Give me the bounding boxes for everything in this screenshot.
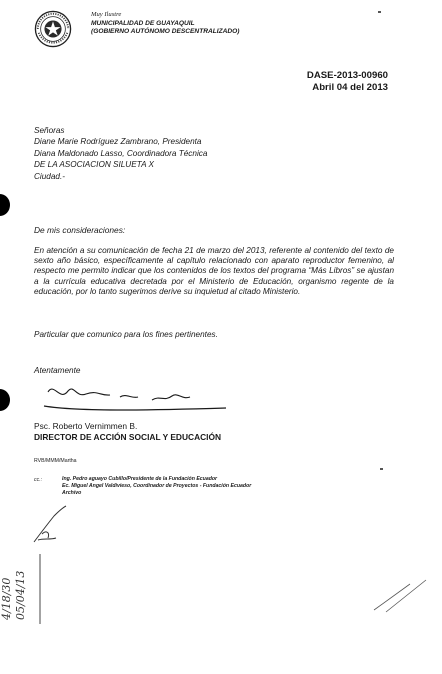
signer-name: Psc. Roberto Vernimmen B. (34, 421, 138, 431)
typist-initials: RVB/MMM/Martha (34, 458, 77, 464)
signature-scribble (40, 378, 230, 418)
letter-body: En atención a su comunicación de fecha 21 de marzo del 2013, referente al contenido del texto de sexto año básico, específicamente al capítulo relacionado con aparato reproductor femenino, al respecto me permito indicar que los contenidos de los textos del programa “Más Libros” se ajustan a la currícula educativa decretada por el Ministerio de Educación, organismo regente de la educación, por lo tanto sugerimos derive su inquietud al citado Ministerio. (34, 246, 394, 296)
pen-stroke-mark (370, 574, 436, 614)
punch-hole-top (0, 194, 10, 216)
signer-title: DIRECTOR DE ACCIÓN SOCIAL Y EDUCACIÓN (34, 432, 222, 442)
reference-number: DASE-2013-00960 (306, 70, 388, 81)
addressee-line: Ciudad.- (34, 171, 65, 181)
reference-block (307, 70, 388, 94)
svg-text:4/18/30: 4/18/30 (0, 577, 13, 620)
cc-line: Ec. Miguel Angel Valdivieso, Coordinador de Proyectos - Fundación Ecuador (62, 483, 252, 490)
handwritten-mark (28, 504, 78, 546)
letterhead (91, 11, 239, 37)
addressee-line: Diana Maldonado Lasso, Coordinadora Técnica (34, 148, 208, 158)
scan-speck (378, 11, 381, 13)
cc-line: Ing. Pedro aguayo Cubillo/Presidente de la Fundación Ecuador (62, 476, 218, 482)
greeting: De mis consideraciones: (34, 225, 126, 235)
closing-line: Particular que comunico para los fines pertinentes. (34, 330, 218, 339)
addressee-line: DE LA ASOCIACION SILUETA X (34, 160, 154, 170)
punch-hole-bottom (0, 389, 10, 411)
cc-line: Archivo (62, 490, 82, 497)
signer-block (34, 421, 221, 443)
municipal-seal-icon (34, 10, 72, 48)
cc-list (62, 476, 251, 498)
addressee-line: Diane Marie Rodríguez Zambrano, Presidenta (34, 137, 202, 147)
letterhead-line2: MUNICIPALIDAD DE GUAYAQUIL (91, 19, 195, 27)
reference-date: Abril 04 del 2013 (312, 82, 388, 93)
cc-label: cc.: (34, 477, 43, 483)
addressee-line: Señoras (34, 126, 65, 135)
handwritten-receipt-stamp (0, 550, 45, 630)
svg-text:05/04/13: 05/04/13 (14, 570, 27, 620)
letterhead-line3: (GOBIERNO AUTÓNOMO DESCENTRALIZADO) (91, 28, 240, 36)
addressee-block (34, 125, 207, 182)
regards: Atentamente (34, 366, 81, 375)
letterhead-line1: Muy Ilustre (91, 11, 122, 18)
scan-speck (380, 468, 383, 470)
